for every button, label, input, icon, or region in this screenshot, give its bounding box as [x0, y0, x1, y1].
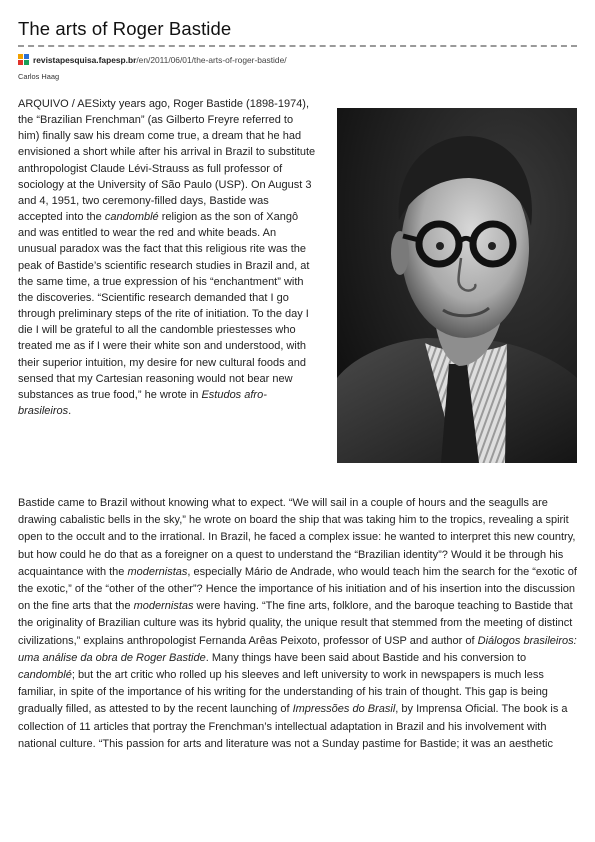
p2-italic-4: candomblé — [18, 669, 72, 682]
article-paragraph-2 — [18, 495, 577, 753]
source-link[interactable] — [18, 54, 287, 65]
p2-italic-1: modernistas — [127, 565, 188, 578]
p2-text-2: , especially Mário de Andrade, who would teach him the search for the “exotic of the exotic,” of the “other of the other”? Hence the importance of his initiation and of his insertion into the discussion on the fine arts that the — [18, 565, 577, 613]
p2-text-4: . Many things have been said about Bastide and his conversion to — [205, 651, 527, 664]
title-divider — [18, 45, 577, 47]
favicon-square-br — [24, 60, 29, 65]
author-name: Carlos Haag — [18, 72, 60, 81]
article-title: The arts of Roger Bastide — [18, 18, 232, 39]
p1-italic-2: Estudos afro-brasileiros — [18, 388, 267, 417]
p1-text-2: religion as the son of Xangô and was entitled to wear the red and white beads. An unusual paradox was the fact that this religious rite was the peak of Bastide’s scientific research studies in Brazil and, at the same time, a true expression of his “enchantment” with the discoveries. “Scientific research demanded that I go through preliminary steps of the rite of initiation. To the day I die I will be grateful to all the candomble priestesses who treated me as if I were their white son and understood, with their superior intuition, my desire for new cultural foods and sensed that my Cartesian reasoning would not bear new substances as true food,” he wrote in — [18, 211, 310, 401]
favicon-square-bl — [18, 60, 23, 65]
p2-text-1: Bastide came to Brazil without knowing what to expect. “We will sail in a couple of hours and the seagulls are drawing cabalistic bells in the sky,” he wrote on board the ship that was taking him to the tropics, revealing a spirit open to the occult and to the irrational. In Brazil, he faced a complex issue: he wanted to interpret this new country, but how could he do that as a foreigner on a quest to understand the “Brazilian identity”? Would it be through his acquaintance with the — [18, 497, 576, 578]
p2-italic-5: Impressões do Brasil — [292, 703, 396, 716]
p2-text-3: were having. “The fine arts, folklore, and the baroque teaching to Bastide that the originality of Brazilian culture was its hybrid quality, the unique result that stemmed from the meeting of distinct civilizations,” explains anthropologist Fernanda Arêas Peixoto, professor of USP and author of — [18, 600, 573, 647]
favicon-square-tr — [24, 54, 29, 59]
p2-text-5: ; but the art critic who rolled up his sleeves and left university to work in newspapers is much less familiar, in spite of the importance of his writing for the understanding of his train of thought. This gap is being gradually filled, as attested to by the recent launching of — [18, 669, 548, 716]
site-favicon-icon — [18, 54, 29, 65]
p2-text-6: , by Imprensa Oficial. The book is a collection of 11 articles that portray the Frenchman’s intellectual adaptation in Brazil and his involvement with national culture. “This passion for arts and literature was not a Sunday pastime for Bastide; it was an aesthetic — [18, 703, 568, 750]
p1-text-3: . — [68, 404, 72, 417]
favicon-square-tl — [18, 54, 23, 59]
portrait-photo — [337, 108, 577, 463]
p2-italic-3: Diálogos brasileiros: uma análise da obra de Roger Bastide — [18, 634, 577, 664]
article-paragraph-1 — [18, 96, 316, 419]
source-path[interactable]: /en/2011/06/01/the-arts-of-roger-bastide/ — [136, 54, 287, 65]
p1-italic-1: candomblé — [104, 211, 159, 224]
portrait-illustration — [337, 108, 577, 463]
source-domain[interactable]: revistapesquisa.fapesp.br — [33, 54, 137, 65]
p1-text-1: ARQUIVO / AESixty years ago, Roger Bastide (1898-1974), the “Brazilian Frenchman” (as Gilberto Freyre referred to him) finally saw his dream come true, a dream that he had envisioned a short while after his arrival in Brazil to substitute anthropologist Claude Lévi-Strauss as full professor of sociology at the University of São Paulo (USP). On August 3 and 4, 1951, two ceremony-filled days, Bastide was accepted into the — [18, 98, 316, 224]
p2-italic-2: modernistas — [133, 600, 194, 613]
